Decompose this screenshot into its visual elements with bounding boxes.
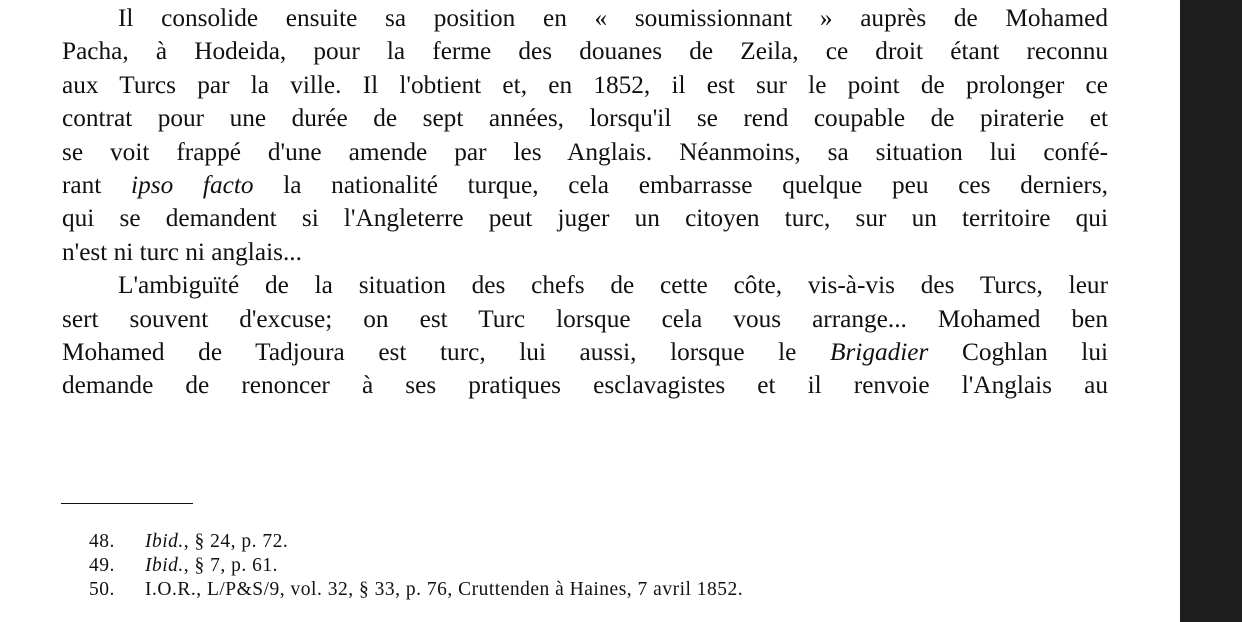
footnote-number: 49. [89,554,115,576]
paragraph-line: n'est ni turc ni anglais... [62,237,302,266]
italic-phrase: ipso facto [131,171,254,200]
text-run: rant [62,171,132,200]
footnote [89,530,743,554]
footnotes [89,530,743,601]
body-text [62,2,1108,403]
footnote-ref: Ibid. [145,531,184,552]
text-run: Coghlan lui [928,338,1108,367]
paragraph-line: aux Turcs par la ville. Il l'obtient et, en 1852, il est sur le point de prolonger ce [62,70,1108,99]
paragraph-line [62,169,1108,202]
paragraph-line: sert souvent d'excuse; on est Turc lorsque cela vous arrange... Mohamed ben [62,304,1108,333]
italic-phrase: Brigadier [830,338,929,367]
paragraph-line: contrat pour une durée de sept années, lorsqu'il se rend coupable de piraterie et [62,104,1108,133]
footnote [89,578,743,602]
text-run: la nationalité turque, cela embarrasse quelque peu ces derniers, [253,171,1109,200]
footnote-number: 50. [89,578,115,600]
footnote [89,554,743,578]
footnote-text: I.O.R., L/P&S/9, vol. 32, § 33, p. 76, Cruttenden à Haines, 7 avril 1852. [145,578,744,600]
paragraph-line: L'ambiguïté de la situation des chefs de cette côte, vis-à-vis des Turcs, leur [118,271,1108,300]
footnote-text: , § 24, p. 72. [183,531,289,552]
footnote-number: 48. [89,531,115,552]
paragraph-line: se voit frappé d'une amende par les Anglais. Néanmoins, sa situation lui confé- [62,137,1108,166]
viewer-side-panel [1180,0,1242,622]
paragraph-line: demande de renoncer à ses pratiques esclavagistes et il renvoie l'Anglais au [62,371,1108,400]
text-run: Mohamed de Tadjoura est turc, lui aussi, lorsque le [62,338,830,367]
paragraph-line: Il consolide ensuite sa position en « soumissionnant » auprès de Mohamed [118,4,1108,32]
footnote-ref: Ibid. [145,554,184,576]
footnote-text: , § 7, p. 61. [183,554,279,576]
paragraph-line [62,336,1108,369]
paragraph-line: qui se demandent si l'Angleterre peut juger un citoyen turc, sur un territoire qui [62,204,1108,233]
paragraph-line: Pacha, à Hodeida, pour la ferme des douanes de Zeila, ce droit étant reconnu [62,37,1108,66]
footnote-separator [61,503,193,504]
